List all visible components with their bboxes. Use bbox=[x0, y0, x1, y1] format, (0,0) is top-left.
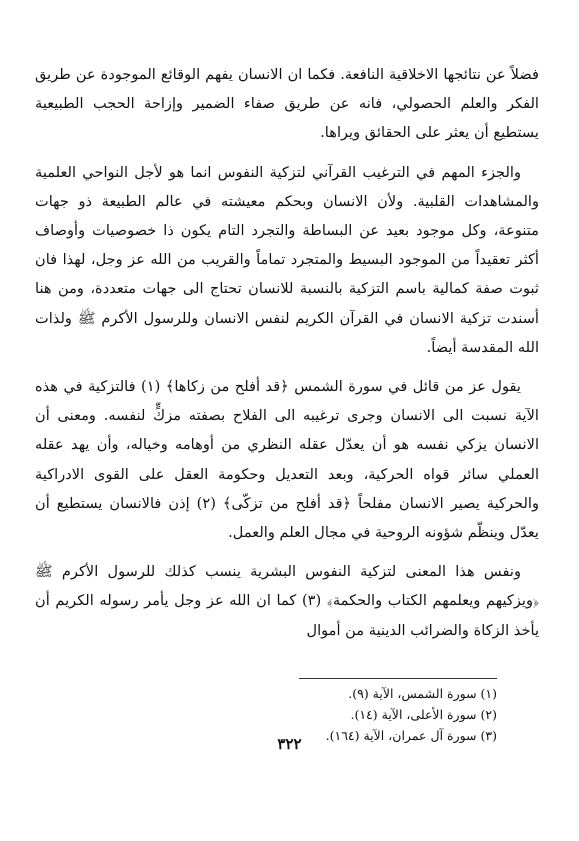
paragraph-4: ونفس هذا المعنى لتزكية النفوس البشرية ينسب كذلك للرسول الأكرم ﷺ ﴿ويزكيهم ويعلمهم الكتاب والحكمة﴾ (٣) كما ان الله عز وجل يأمر رسوله الكريم أن يأخذ الزكاة والضرائب الدينية من أموال bbox=[35, 563, 539, 639]
footnote-3: (٣) سورة آل عمران، الآية (١٦٤). bbox=[325, 728, 497, 743]
paragraph-2: والجزء المهم في الترغيب القرآني لتزكية النفوس انما هو لأجل النواحي العلمية والمشاهدات القلبية. ولأن الانسان وبحكم معيشته في عالم الطبيعة ذو جهات متنوعة، وكل موجود بعيد عن البساطة والتجرد التام يكون ذا خصوصيات وأوصاف أكثر تعقيداً من الموجود البسيط والمتجرد تماماً والقريب من الله عز وجل، لهذا فان ثبوت صفة كمالية باسم التزكية بالنسبة للانسان تحتاج الى جهات متعددة، ومن هنا أسندت تزكية الانسان في القرآن الكريم لنفس الانسان وللرسول الأكرم ﷺ ولذات الله المقدسة أيضاً. bbox=[35, 163, 539, 356]
footnote-2: (٢) سورة الأعلى، الآية (١٤). bbox=[350, 707, 497, 722]
footnote-divider bbox=[299, 678, 497, 679]
paragraph-3: يقول عز من قائل في سورة الشمس ﴿قد أفلح من زكاها﴾ (١) فالتزكية في هذه الآية نسبت الى الانسان وجرى ترغيبه الى الفلاح بصفته مزكٍّ لنفسه. ومعنى أن الانسان يزكي نفسه هو أن يعدّل عقله النظري من أوهامه وخياله، وأن يهد عقله العملي سائر قواه الحركية، وبعد التعديل وحكومة العقل على القوى الادراكية والحركية يصير الانسان مفلحاً ﴿قد أفلح من تزكّى﴾ (٢) إذن فالانسان يستطيع أن يعدّل وينظّم شؤونه الروحية في مجال العلم والعمل. bbox=[35, 378, 539, 542]
page-number: ٣٢٢ bbox=[277, 735, 302, 753]
body-text bbox=[35, 60, 539, 655]
paragraph-1: فضلاً عن نتائجها الاخلاقية النافعة. فكما ان الانسان يفهم الوقائع الموجودة عن طريق الفكر والعلم الحصولي، فانه عن طريق صفاء الضمير وإزاحة الحجب الطبيعية يستطيع أن يعثر على الحقائق ويراها. bbox=[35, 66, 539, 142]
footnote-1: (١) سورة الشمس، الآية (٩). bbox=[348, 686, 497, 701]
